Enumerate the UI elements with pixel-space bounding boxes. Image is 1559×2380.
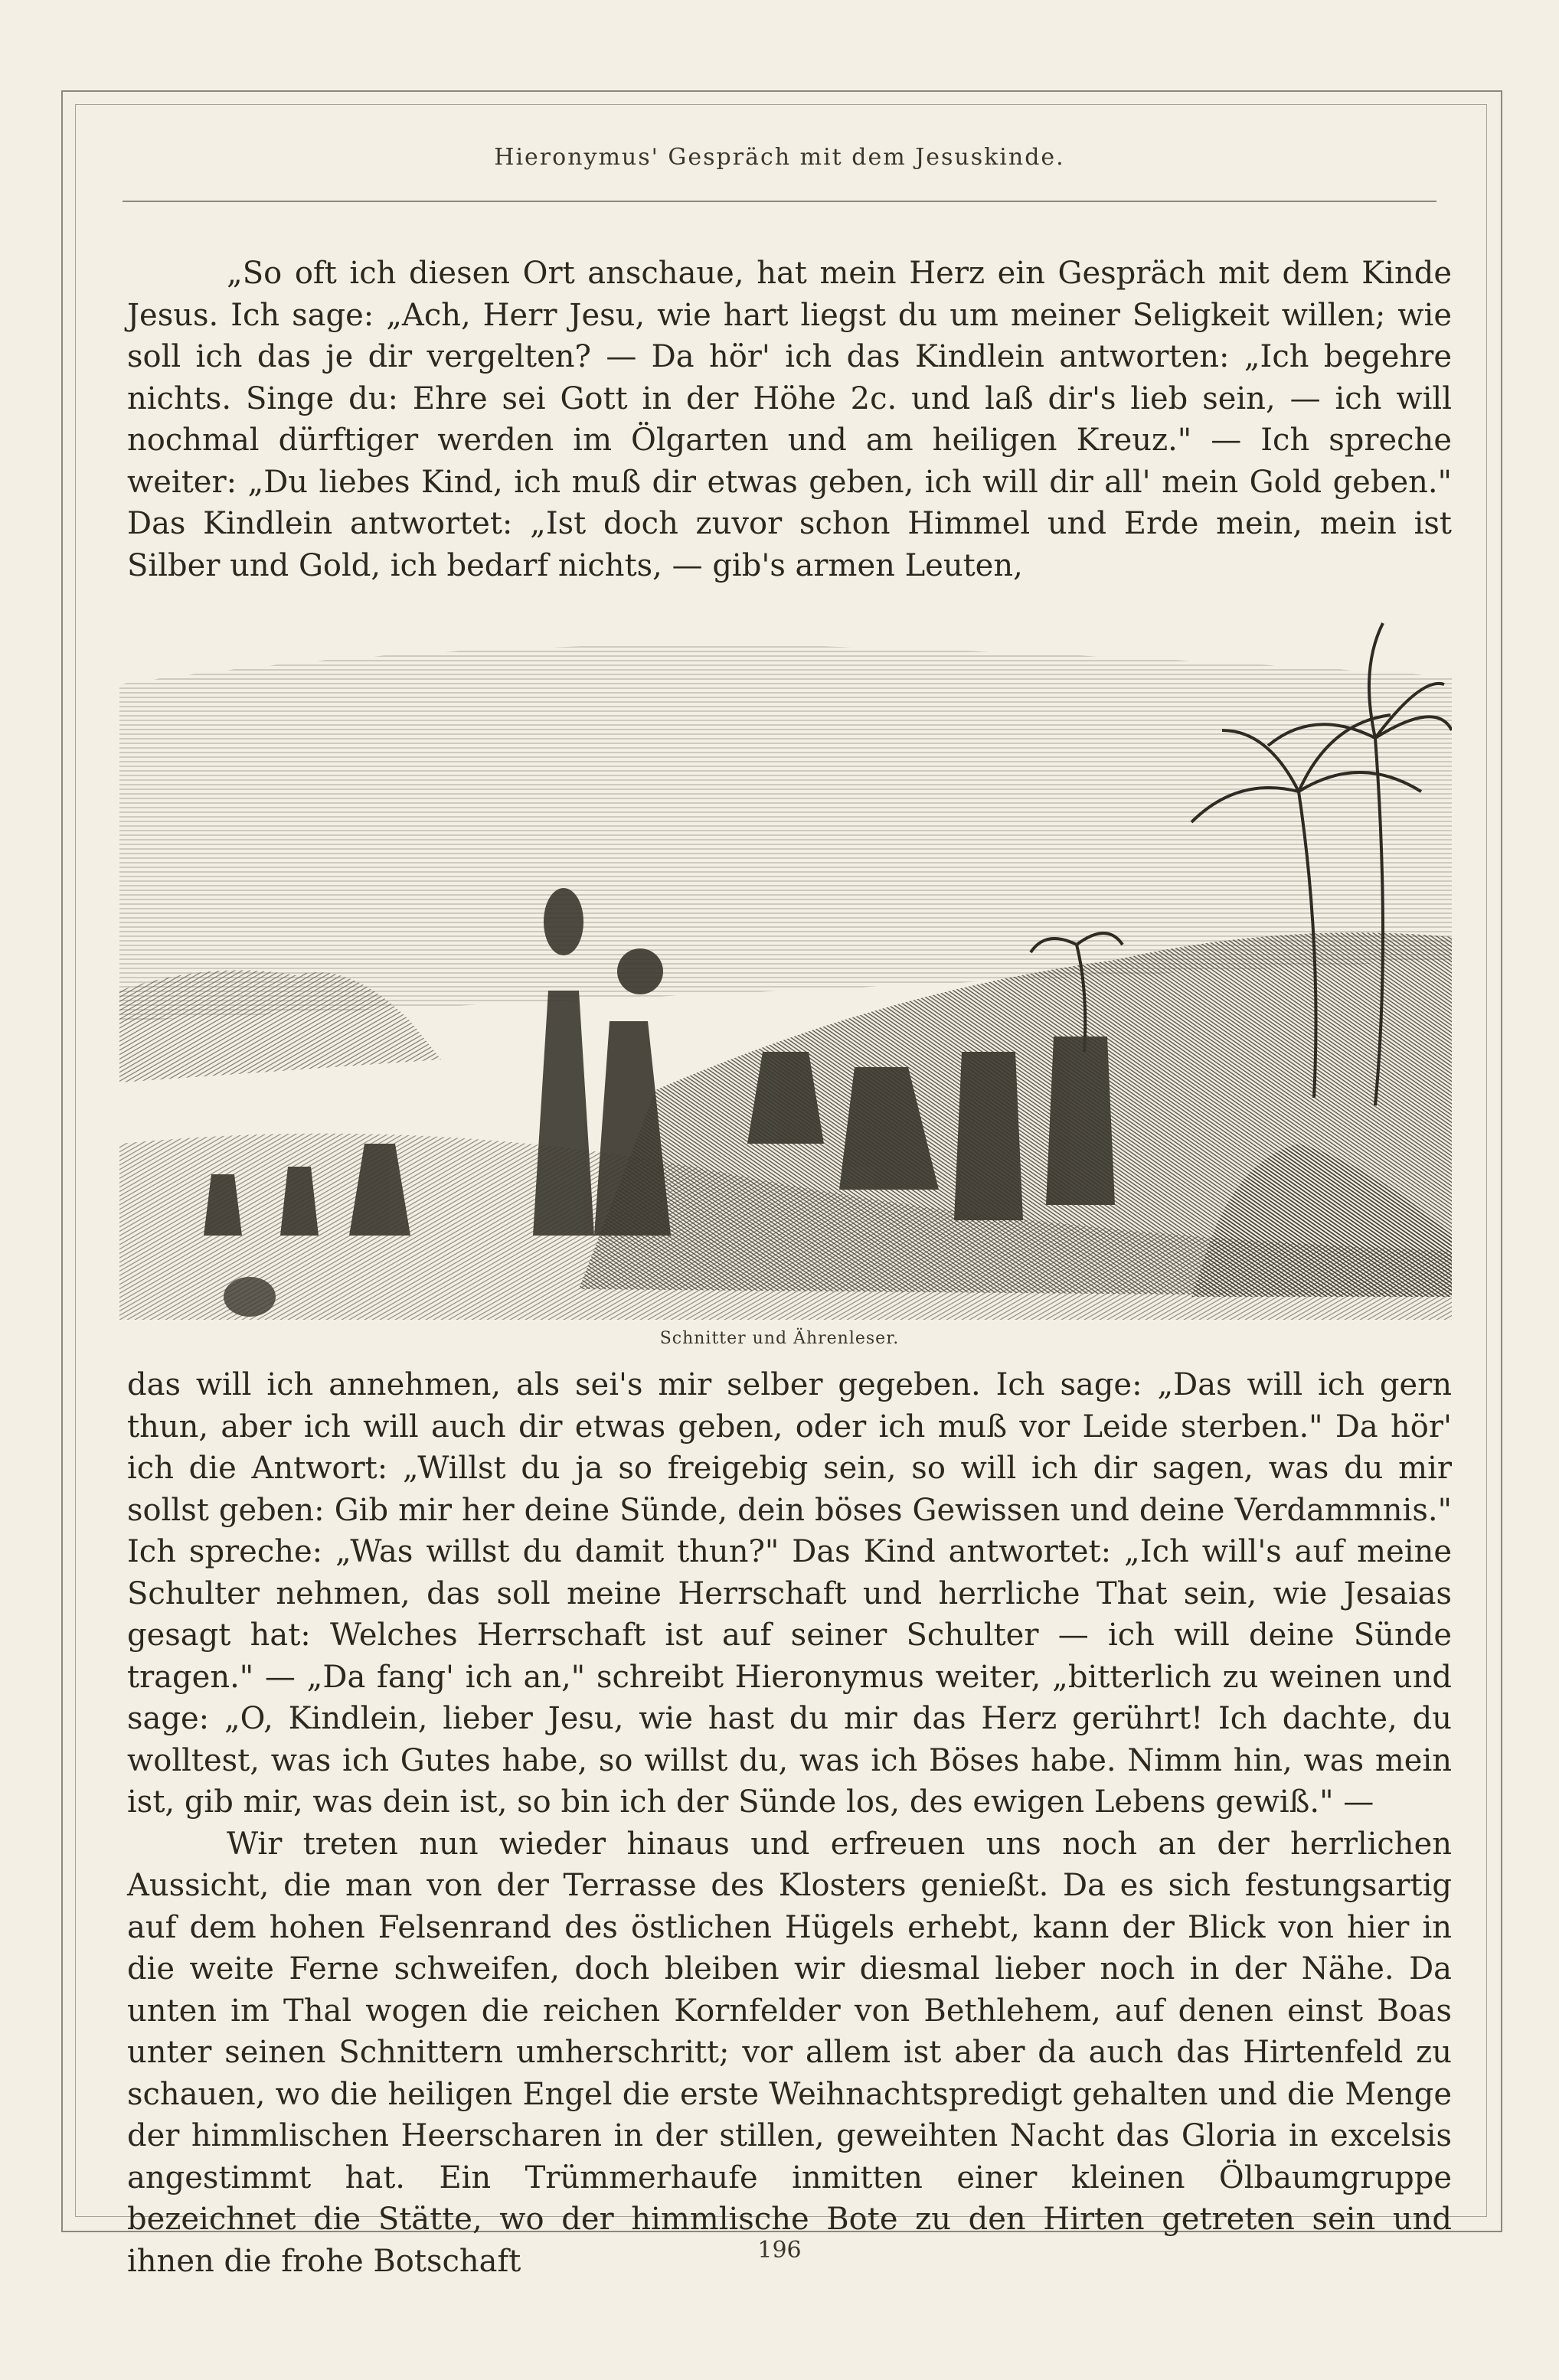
illustration-caption: Schnitter und Ährenleser.	[659, 1329, 900, 1348]
water-jar	[224, 1277, 276, 1317]
running-head: Hieronymus' Gespräch mit dem Jesuskinde.	[494, 144, 1065, 171]
page-number: 196	[757, 2237, 802, 2264]
header-rule	[123, 201, 1436, 202]
paragraph: Wir treten nun wieder hinaus und erfreuen uns noch an der herrlichen Aussicht, die man von der Terrasse des Klosters genießt. Da es sich festungsartig auf dem hohen Felsenrand des östlichen Hügels erhebt, kann der Blick von hier in die weite Ferne schweifen, doch bleiben wir diesmal lieber noch in der Nähe. Da unten im Thal wogen die reichen Kornfelder von Bethlehem, auf denen einst Boas unter seinen Schnittern umherschritt; vor allem ist aber da auch das Hirtenfeld zu schauen, wo die heiligen Engel die erste Weihnachtspredigt gehalten und die Menge der himmlischen Heerscharen in der stillen, geweihten Nacht das Gloria in excelsis angestimmt hat. Ein Trümmerhaufe inmitten einer kleinen Ölbaumgruppe bezeichnet die Stätte, wo der himmlische Bote zu den Hirten getreten sein und ihnen die frohe Botschaft	[127, 1826, 1452, 2279]
engraving-reapers-and-gleaners	[119, 562, 1452, 1320]
body-text-top	[127, 253, 1452, 586]
paragraph: „So oft ich diesen Ort anschaue, hat mein Herz ein Gespräch mit dem Kinde Jesus. Ich sage: „Ach, Herr Jesu, wie hart liegst du um meiner Seligkeit willen; wie soll ich das je dir vergelten? — Da hör' ich das Kindlein antworten: „Ich begehre nichts. Singe du: Ehre sei Gott in der Höhe 2c. und laß dir's lieb sein, — ich will nochmal dürftiger werden im Ölgarten und am heiligen Kreuz." — Ich spreche weiter: „Du liebes Kind, ich muß dir etwas geben, ich will dir all' mein Gold geben." Das Kindlein antwortet: „Ist doch zuvor schon Himmel und Erde mein, mein ist Silber und Gold, ich bedarf nichts, — gib's armen Leuten,	[127, 256, 1452, 583]
body-text-bottom	[127, 1364, 1452, 2282]
paragraph: das will ich annehmen, als sei's mir selber gegeben. Ich sage: „Das will ich gern thun, aber ich will auch dir etwas geben, oder ich muß vor Leide sterben." Da hör' ich die Antwort: „Willst du ja so freigebig sein, so will ich dir sagen, was du mir sollst geben: Gib mir her deine Sünde, dein böses Gewissen und deine Verdammnis." Ich spreche: „Was willst du damit thun?" Das Kind antwortet: „Ich will's auf meine Schulter nehmen, das soll meine Herrschaft und herrliche That sein, wie Jesaias gesagt hat: Welches Herrschaft ist auf seiner Schulter — ich will deine Sünde tragen." — „Da fang' ich an," schreibt Hieronymus weiter, „bitterlich zu weinen und sage: „O, Kindlein, lieber Jesu, wie hast du mir das Herz gerührt! Ich dachte, du wolltest, was ich Gutes habe, so willst du, was ich Böses habe. Nimm hin, was mein ist, gib mir, was dein ist, so bin ich der Sünde los, des ewigen Lebens gewiß." —	[127, 1367, 1452, 1820]
